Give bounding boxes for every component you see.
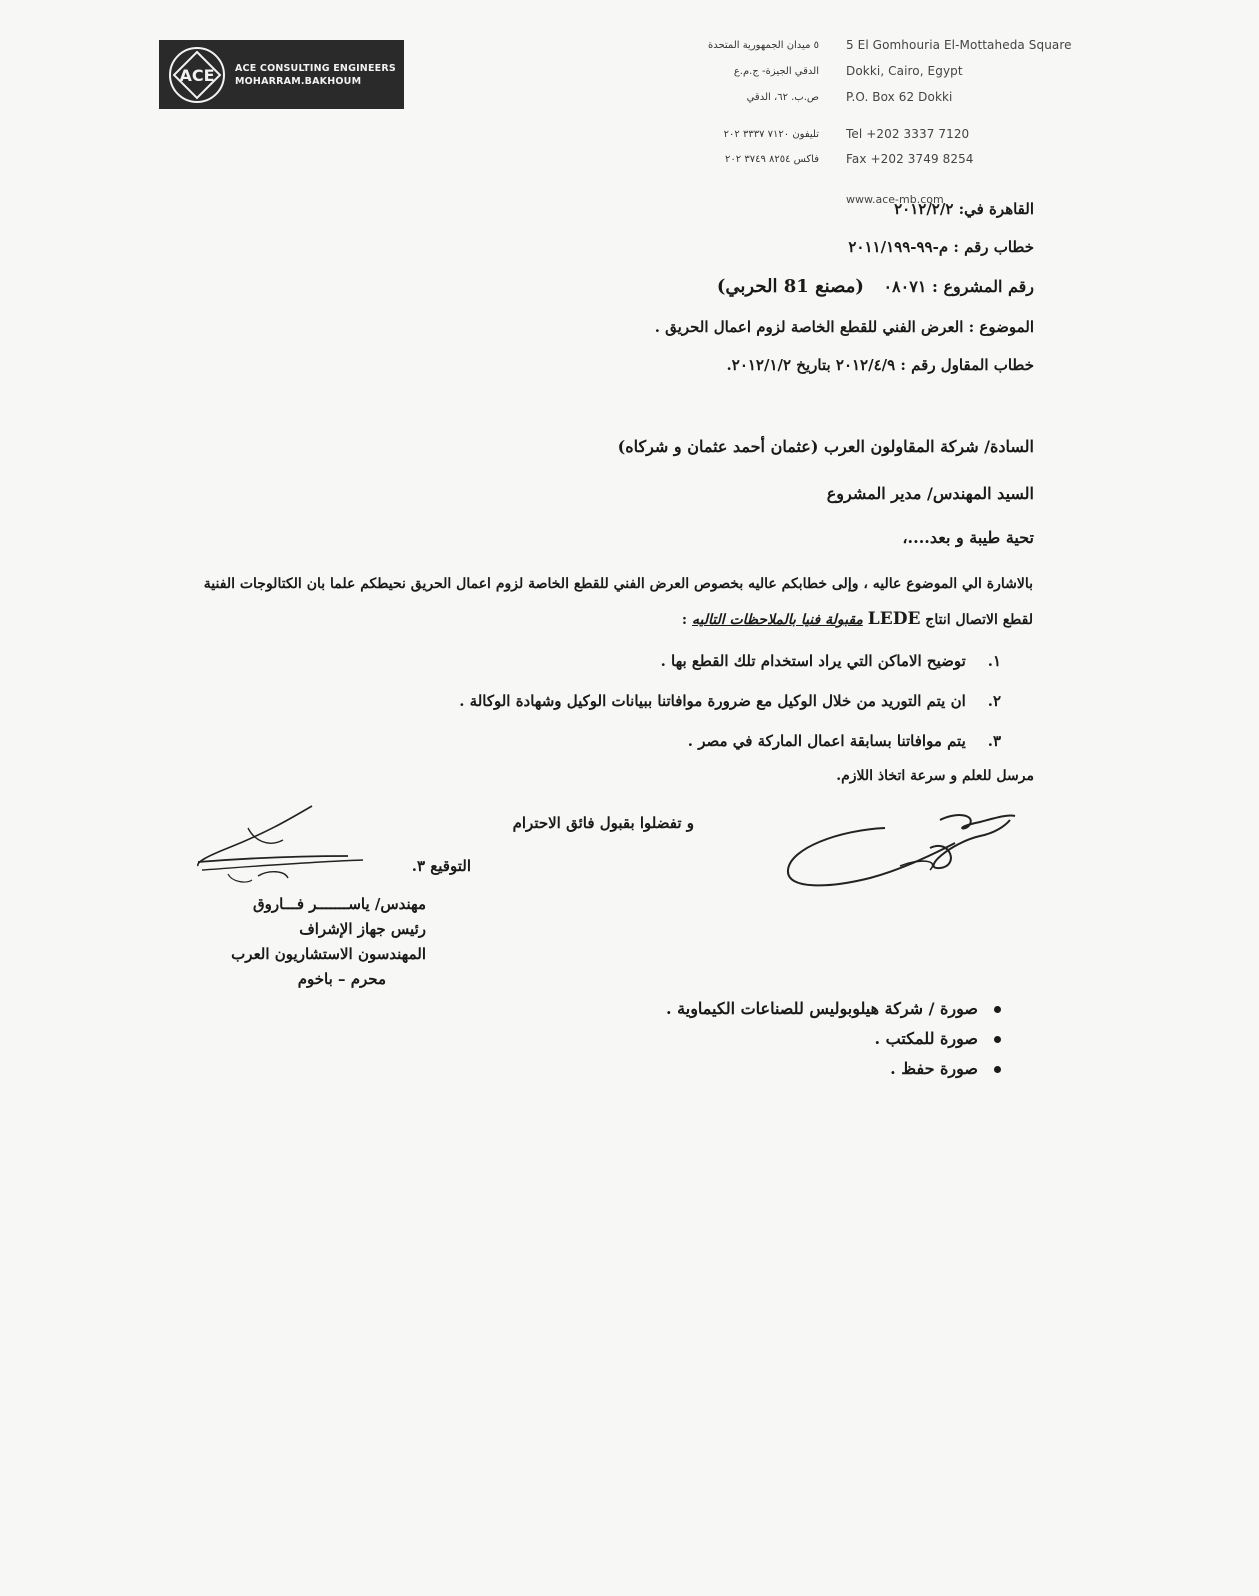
company-partners: محرم – باخوم	[297, 970, 386, 988]
sign-value: ٣.	[411, 857, 426, 875]
list-item-text: توضيح الاماكن التي يراد استخدام تلك القطع بها .	[660, 652, 966, 670]
sign-label: التوقيع	[430, 857, 471, 875]
cc-text: صورة للمكتب .	[874, 1029, 978, 1048]
company-name-ar: المهندسون الاستشاريون العرب	[231, 945, 426, 963]
list-item-text: ان يتم التوريد من خلال الوكيل مع ضرورة موافاتنا ببيانات الوكيل وشهادة الوكالة .	[459, 692, 966, 710]
greeting: تحية طيبة و بعد....،	[902, 528, 1034, 547]
date-line	[894, 200, 1034, 218]
date-label: القاهرة في:	[958, 200, 1034, 218]
bullet-icon	[994, 1006, 1001, 1013]
cc-text: صورة حفظ .	[890, 1059, 978, 1078]
recipient-person: السيد المهندس/ مدير المشروع	[826, 484, 1034, 503]
list-item	[666, 1054, 1001, 1084]
company-logo	[159, 40, 404, 109]
address-en-2: Dokki, Cairo, Egypt	[846, 64, 963, 78]
list-item	[666, 1024, 1001, 1054]
address-ar-5: فاكس ٨٢٥٤ ٣٧٤٩ ٢٠٢	[725, 154, 819, 165]
cc-text: صورة / شركة هيلوبوليس للصناعات الكيماوية .	[666, 999, 978, 1018]
ace-emblem-icon	[167, 45, 227, 105]
subject: الموضوع : العرض الفني للقطع الخاصة لزوم اعمال الحريق .	[654, 318, 1034, 336]
project-number: رقم المشروع : ٠٨٠٧١	[883, 277, 1034, 296]
logo-text	[235, 62, 396, 88]
handwritten-signature-left	[188, 800, 378, 895]
list-item-number: ٣.	[987, 732, 1001, 750]
list-item	[666, 994, 1001, 1024]
address-en-1: 5 El Gomhouria El-Mottaheda Square	[846, 38, 1072, 52]
contractor-letter: خطاب المقاول رقم : ٢٠١٢/٤/٩ بتاريخ ٢٠١٢/١/٢.	[726, 356, 1034, 374]
project-name: (مصنع 81 الحربي)	[716, 276, 864, 297]
brand-name: LEDE	[867, 609, 921, 629]
body-paragraph-line2	[140, 609, 1033, 629]
body-paragraph-line1: بالاشارة الي الموضوع عاليه ، وإلى خطابكم عاليه بخصوص العرض الفني للقطع الخاصة لزوم اعمال الحريق نحيطكم علما بان الكتالوجات الفنية	[203, 576, 1033, 592]
handwritten-signature-right	[780, 808, 1020, 898]
address-ar-1: ٥ ميدان الجمهورية المتحدة	[707, 40, 819, 51]
address-ar-2: الدقي الجيزة- ج.م.ع	[733, 66, 819, 77]
date-value: ٢٠١٢/٢/٢	[894, 200, 954, 218]
engineer-title: رئيس جهاز الإشراف	[299, 920, 426, 938]
project-number-line	[717, 276, 1034, 297]
bullet-icon	[994, 1036, 1001, 1043]
list-item	[688, 732, 1001, 750]
engineer-name: مهندس/ ياســـــــر فـــاروق	[253, 895, 426, 913]
list-item-number: ٢.	[987, 692, 1001, 710]
letter-number: خطاب رقم : م-٩٩-٢٠١١/١٩٩	[848, 238, 1034, 256]
address-ar-4: تليفون ٧١٢٠ ٣٣٣٧ ٢٠٢	[723, 129, 819, 140]
list-item-text: يتم موافاتنا بسابقة اعمال الماركة في مصر .	[687, 732, 966, 750]
regards: و تفضلوا بقبول فائق الاحترام	[512, 814, 694, 832]
address-en-3: P.O. Box 62 Dokki	[846, 90, 953, 104]
body-line2-start: لقطع الاتصال انتاج	[925, 612, 1033, 628]
list-item	[661, 652, 1001, 670]
address-en-4: Tel +202 3337 7120	[846, 127, 970, 141]
address-ar-3: ص.ب. ٦٢، الدقي	[746, 92, 819, 103]
logo-emblem-text: ACE	[179, 65, 215, 85]
body-line2-end: :	[681, 612, 688, 628]
website: www.ace-mb.com	[846, 193, 944, 206]
closing-note: مرسل للعلم و سرعة اتخاذ اللازم.	[836, 768, 1034, 784]
accepted-phrase: مقبولة فنيا بالملاحظات التاليه	[691, 612, 863, 628]
address-en-5: Fax +202 3749 8254	[846, 152, 974, 166]
list-item-number: ١.	[987, 652, 1001, 670]
logo-line2: MOHARRAM.BAKHOUM	[235, 75, 362, 87]
bullet-icon	[994, 1066, 1001, 1073]
recipient-company: السادة/ شركة المقاولون العرب (عثمان أحمد عثمان و شركاه)	[617, 437, 1034, 456]
cc-list	[666, 994, 1001, 1084]
list-item	[459, 692, 1001, 710]
sign-label-line	[412, 855, 471, 878]
logo-line1: ACE CONSULTING ENGINEERS	[235, 62, 396, 74]
